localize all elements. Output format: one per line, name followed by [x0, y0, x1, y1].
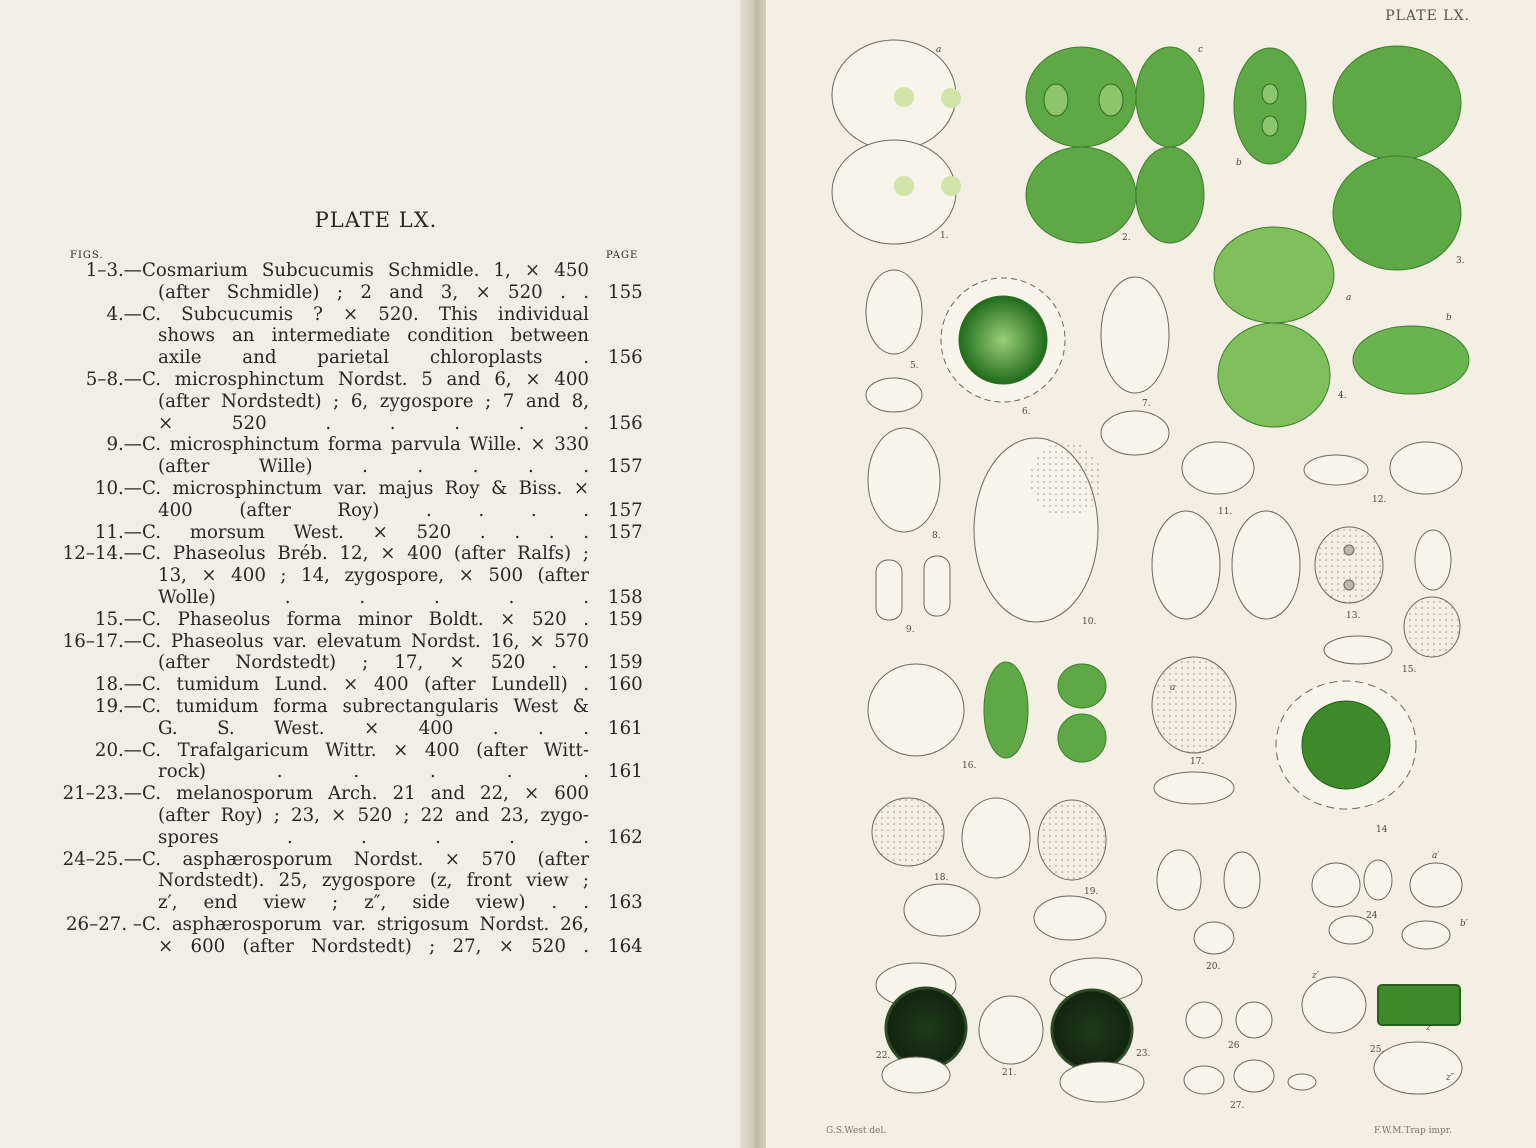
- legend-page-number: 155: [608, 281, 643, 303]
- legend-text-line: (after Nordstedt) ; 6, zygospore ; 7 and 8,: [158, 390, 589, 412]
- legend-text-line: C. Phaseolus var. elevatum Nordst. 16, × 570: [142, 630, 589, 652]
- fig-label-24: 24: [1366, 911, 1378, 921]
- legend-page-number: 161: [608, 717, 643, 739]
- fig-label-1: 1.: [940, 231, 949, 241]
- legend-figure-numbers: 20.—: [94, 739, 142, 761]
- fig-label-2: 2.: [1122, 233, 1131, 243]
- fig-label-15: 15.: [1402, 665, 1417, 675]
- legend-page-number: 160: [608, 674, 643, 696]
- letter-a1-fig24: a′: [1432, 851, 1440, 861]
- legend-entry: [0, 849, 752, 914]
- figure-legend-list: [0, 260, 752, 958]
- legend-text-line: Wolle) . . . . .: [158, 586, 589, 608]
- legend-text-line: Nordstedt). 25, zygospore (z, front view ;: [158, 870, 589, 892]
- plate-label: PLATE LX.: [1385, 8, 1470, 24]
- letter-z2-fig25: z″: [1446, 1073, 1455, 1083]
- figure-20-cell: [1157, 850, 1260, 954]
- legend-page-number: 159: [608, 652, 643, 674]
- fig-label-23: 23.: [1136, 1049, 1151, 1059]
- fig-label-18: 18.: [934, 873, 949, 883]
- legend-page-number: 164: [608, 935, 643, 957]
- figure-25-zygospore: [1302, 977, 1462, 1094]
- figure-13-cell: [1315, 527, 1451, 603]
- figure-1-cell: [832, 40, 961, 244]
- legend-text-line: (after Roy) ; 23, × 520 ; 22 and 23, zygo-: [158, 804, 589, 826]
- legend-text-line: × 520 . . . . .: [158, 412, 589, 434]
- fig-label-4: 4.: [1338, 391, 1347, 401]
- fig-label-20: 20.: [1206, 962, 1221, 972]
- legend-entry: [0, 369, 752, 434]
- legend-figure-numbers: 10.—: [94, 477, 142, 499]
- legend-entry: [0, 914, 752, 958]
- figure-9-cell: [876, 556, 950, 620]
- plate-illustration: [766, 0, 1536, 1148]
- legend-figure-numbers: 16–17.—: [62, 630, 142, 652]
- legend-figure-numbers: 15.—: [94, 608, 142, 630]
- figure-19-cell: [1034, 800, 1106, 940]
- fig-label-16: 16.: [962, 761, 977, 771]
- letter-c-fig2: c: [1198, 45, 1204, 55]
- fig-label-8: 8.: [932, 531, 941, 541]
- fig-label-10: 10.: [1082, 617, 1097, 627]
- page-column-header: PAGE: [606, 250, 639, 261]
- figure-23-zygospore: [1050, 958, 1144, 1102]
- legend-text-line: (after Schmidle) ; 2 and 3, × 520 . .: [158, 281, 589, 303]
- figure-14-zygospore: [1276, 681, 1416, 809]
- legend-page-number: 157: [608, 499, 643, 521]
- legend-text-line: C. Phaseolus forma minor Boldt. × 520 .: [142, 608, 589, 630]
- legend-page-number: 158: [608, 586, 643, 608]
- legend-entry: [0, 434, 752, 478]
- figure-22-zygospore: [876, 963, 966, 1093]
- legend-text-line: axile and parietal chloroplasts .: [158, 347, 589, 369]
- legend-text-line: C. microsphinctum forma parvula Wille. × 330: [142, 434, 589, 456]
- legend-text-line: 400 (after Roy) . . . .: [158, 499, 589, 521]
- letter-a-fig4: a: [1346, 293, 1352, 303]
- printer-credit: F.W.M.Trap impr.: [1374, 1126, 1452, 1136]
- legend-figure-numbers: 11.—: [94, 521, 142, 543]
- legend-figure-numbers: 21–23.—: [62, 783, 142, 805]
- legend-page-number: 156: [608, 347, 643, 369]
- legend-text-line: (after Wille) . . . . .: [158, 456, 589, 478]
- artist-credit: G.S.West del.: [826, 1126, 887, 1136]
- legend-figure-numbers: 9.—: [106, 434, 142, 456]
- legend-figure-numbers: 4.—: [106, 303, 142, 325]
- legend-text-line: C. Subcucumis ? × 520. This individual: [142, 303, 589, 325]
- legend-page-number: 157: [608, 456, 643, 478]
- legend-page-number: 156: [608, 412, 643, 434]
- figure-21-cell: [979, 996, 1043, 1064]
- legend-figure-numbers: 26–27. –: [65, 913, 142, 935]
- figure-27-cell: [1184, 1060, 1316, 1094]
- fig-label-11: 11.: [1218, 507, 1233, 517]
- legend-text-line: z′, end view ; z″, side view) . .: [158, 892, 589, 914]
- figure-7-cell: [1101, 277, 1169, 455]
- figure-11-cell: [1152, 442, 1300, 619]
- legend-page-number: 159: [608, 608, 643, 630]
- legend-text-line: C. tumidum Lund. × 400 (after Lundell) .: [142, 674, 589, 696]
- legend-page-number: 163: [608, 892, 643, 914]
- legend-text-line: Cosmarium Subcucumis Schmidle. 1, × 450: [142, 260, 589, 281]
- fig-label-19: 19.: [1084, 887, 1099, 897]
- fig-label-22: 22.: [876, 1051, 891, 1061]
- legend-text-line: C. morsum West. × 520 . . . .: [142, 521, 589, 543]
- page-title: PLATE LX.: [314, 208, 438, 232]
- legend-figure-numbers: 18.—: [94, 674, 142, 696]
- fig-label-9: 9.: [906, 625, 915, 635]
- legend-entry: [0, 260, 752, 304]
- legend-figure-numbers: 1–3.—: [85, 260, 142, 281]
- figure-24-cell: [1312, 860, 1462, 949]
- fig-label-17: 17.: [1190, 757, 1205, 767]
- letter-b-fig4: b: [1446, 313, 1452, 323]
- figs-column-header: FIGS.: [70, 250, 104, 261]
- legend-text-line: C. Trafalgaricum Wittr. × 400 (after Witt-: [142, 739, 589, 761]
- legend-text-line: (after Nordstedt) ; 17, × 520 . .: [158, 652, 589, 674]
- figure-10-cell: [974, 438, 1102, 622]
- figure-15-cell: [1324, 597, 1460, 664]
- legend-figure-numbers: 24–25.—: [62, 848, 142, 870]
- legend-text-line: C. Phaseolus Bréb. 12, × 400 (after Ralfs) ;: [142, 543, 589, 565]
- legend-entry: [0, 631, 752, 675]
- fig-label-21: 21.: [1002, 1068, 1017, 1078]
- legend-text-line: shows an intermediate condition between: [158, 325, 589, 347]
- letter-a-fig17: a: [1170, 683, 1176, 693]
- legend-text-line: C. melanosporum Arch. 21 and 22, × 600: [142, 783, 589, 805]
- fig-label-25: 25.: [1370, 1045, 1385, 1055]
- legend-text-line: C. microsphinctum Nordst. 5 and 6, × 400: [142, 368, 589, 390]
- legend-entry: [0, 674, 752, 696]
- legend-figure-numbers: 12–14.—: [62, 543, 142, 565]
- fig-label-26: 26: [1228, 1041, 1240, 1051]
- figure-5-cell: [866, 270, 922, 412]
- legend-entry: [0, 522, 752, 544]
- figure-12-cell: [1304, 442, 1462, 494]
- legend-entry: [0, 609, 752, 631]
- legend-figure-numbers: 5–8.—: [85, 368, 142, 390]
- letter-z-fig25: z: [1426, 1023, 1431, 1033]
- figure-16-cell: [868, 662, 1106, 762]
- letter-b1-fig24: b′: [1460, 919, 1468, 929]
- legend-text-line: rock) . . . . .: [158, 761, 589, 783]
- legend-page-number: 162: [608, 826, 643, 848]
- legend-entry: [0, 304, 752, 369]
- legend-entry: [0, 543, 752, 608]
- legend-figure-numbers: 19.—: [94, 695, 142, 717]
- legend-text-line: C. tumidum forma subrectangularis West &: [142, 695, 589, 717]
- fig-label-7: 7.: [1142, 399, 1151, 409]
- figure-8-cell: [868, 428, 940, 532]
- legend-text-line: spores . . . . .: [158, 826, 589, 848]
- legend-text-line: G. S. West. × 400 . . .: [158, 717, 589, 739]
- legend-entry: [0, 740, 752, 784]
- figure-3-cell: [1333, 46, 1461, 270]
- legend-text-line: 13, × 400 ; 14, zygospore, × 500 (after: [158, 565, 589, 587]
- legend-entry: [0, 478, 752, 522]
- figure-6-zygospore: [941, 278, 1065, 402]
- left-page: [0, 0, 752, 1148]
- letter-z1-fig25: z′: [1312, 971, 1319, 981]
- legend-page-number: 161: [608, 761, 643, 783]
- legend-text-line: × 600 (after Nordstedt) ; 27, × 520 .: [158, 935, 589, 957]
- legend-text-line: C. asphærosporum Nordst. × 570 (after: [142, 848, 589, 870]
- legend-entry: [0, 783, 752, 848]
- figure-2-cell: [1026, 47, 1306, 243]
- legend-page-number: 157: [608, 521, 643, 543]
- letter-b-fig2: b: [1236, 158, 1242, 168]
- fig-label-5: 5.: [910, 361, 919, 371]
- fig-label-6: 6.: [1022, 407, 1031, 417]
- figure-17-cell: [1152, 657, 1236, 804]
- fig-label-12: 12.: [1372, 495, 1387, 505]
- legend-text-line: C. microsphinctum var. majus Roy & Biss. ×: [142, 477, 589, 499]
- figure-26-cell: [1186, 1002, 1272, 1038]
- figure-18-cell: [872, 798, 1030, 936]
- letter-a-fig2: a: [936, 45, 942, 55]
- fig-label-14: 14: [1376, 825, 1388, 835]
- fig-label-3: 3.: [1456, 256, 1465, 266]
- legend-text-line: C. asphærosporum var. strigosum Nordst. 26,: [142, 913, 589, 935]
- fig-label-27: 27.: [1230, 1101, 1245, 1111]
- fig-label-13: 13.: [1346, 611, 1361, 621]
- legend-entry: [0, 696, 752, 740]
